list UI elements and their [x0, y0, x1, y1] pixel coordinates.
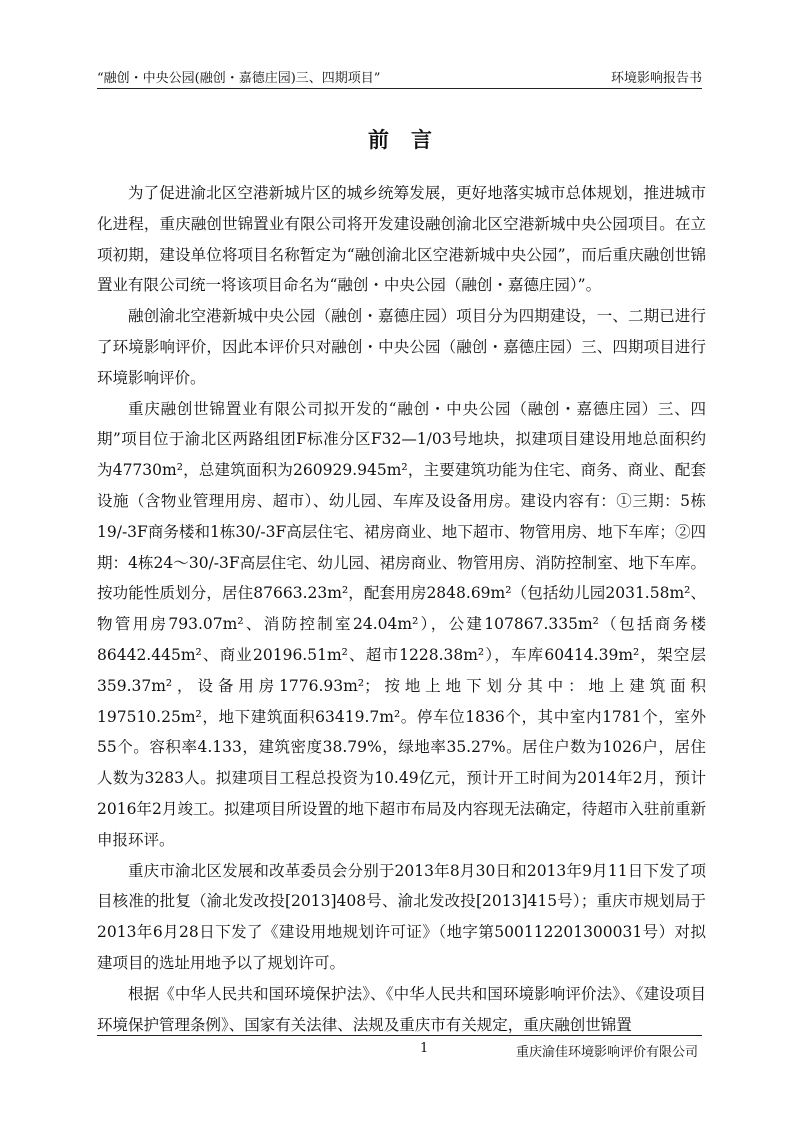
- paragraph: 为了促进渝北区空港新城片区的城乡统筹发展，更好地落实城市总体规划，推进城市化进程，重庆融创世锦置业有限公司将开发建设融创渝北区空港新城中央公园项目。在立项初期，建设单位将项目名称暂定为“融创渝北区空港新城中央公园”，而后重庆融创世锦置业有限公司统一将该项目命名为“融创・中央公园（融创・嘉德庄园）”。: [97, 184, 706, 295]
- running-header: [97, 66, 702, 86]
- paragraph: 根据《中华人民共和国环境保护法》、《中华人民共和国环境影响评价法》、《建设项目环境保护管理条例》、国家有关法律、法规及重庆市有关规定，重庆融创世锦置: [97, 984, 706, 1034]
- footer-company: 重庆渝佳环境影响评价有限公司: [515, 1045, 698, 1060]
- header-report-type: 环境影响报告书: [610, 71, 702, 86]
- page-title: 前言: [368, 127, 454, 152]
- body-text: [97, 178, 706, 1040]
- paragraph: 重庆市渝北区发展和改革委员会分别于2013年8月30日和2013年9月11日下发了项目核准的批复（渝北发改投[2013]408号、渝北发改投[2013]415号）；重庆市规划局于2013年6月28日下发了《建设用地规划许可证》（地字第500112201300031号）对拟建项目的选址用地予以了规划许可。: [97, 861, 706, 972]
- header-project-title: “融创・中央公园(融创・嘉德庄园)三、四期项目”: [97, 71, 381, 86]
- paragraph: 重庆融创世锦置业有限公司拟开发的“融创・中央公园（融创・嘉德庄园）三、四期”项目位于渝北区两路组团F标准分区F32—1/03号地块，拟建项目建设用地总面积约为47730m²，总建筑面积为260929.945m²，主要建筑功能为住宅、商务、商业、配套设施（含物业管理用房、超市）、幼儿园、车库及设备用房。建设内容有：①三期：5栋19/-3F商务楼和1栋30/-3F高层住宅、裙房商业、地下超市、物管用房、地下车库；②四期：4栋24～30/-3F高层住宅、幼儿园、裙房商业、物管用房、消防控制室、地下车库。按功能性质划分，居住87663.23m²，配套用房2848.69m²（包括幼儿园2031.58m²、物管用房793.07m²、消防控制室24.04m²），公建107867.335m²（包括商务楼86442.445m²、商业20196.51m²、超市1228.38m²），车库60414.39m²，架空层359.37m²，设备用房1776.93m²；按地上地下划分其中：地上建筑面积197510.25m²，地下建筑面积63419.7m²。停车位1836个，其中室内1781个，室外55个。容积率4.133，建筑密度38.79%，绿地率35.27%。居住户数为1026户，居住人数为3283人。拟建项目工程总投资为10.49亿元，预计开工时间为2014年2月，预计2016年2月竣工。拟建项目所设置的地下超市布局及内容现无法确定，待超市入驻前重新申报环评。: [97, 399, 706, 849]
- page-number: 1: [420, 1041, 429, 1056]
- paragraph: 融创渝北空港新城中央公园（融创・嘉德庄园）项目分为四期建设，一、二期已进行了环境影响评价，因此本评价只对融创・中央公园（融创・嘉德庄园）三、四期项目进行环境影响评价。: [97, 307, 706, 387]
- footer-divider: [97, 1035, 702, 1036]
- header-divider: [97, 88, 702, 89]
